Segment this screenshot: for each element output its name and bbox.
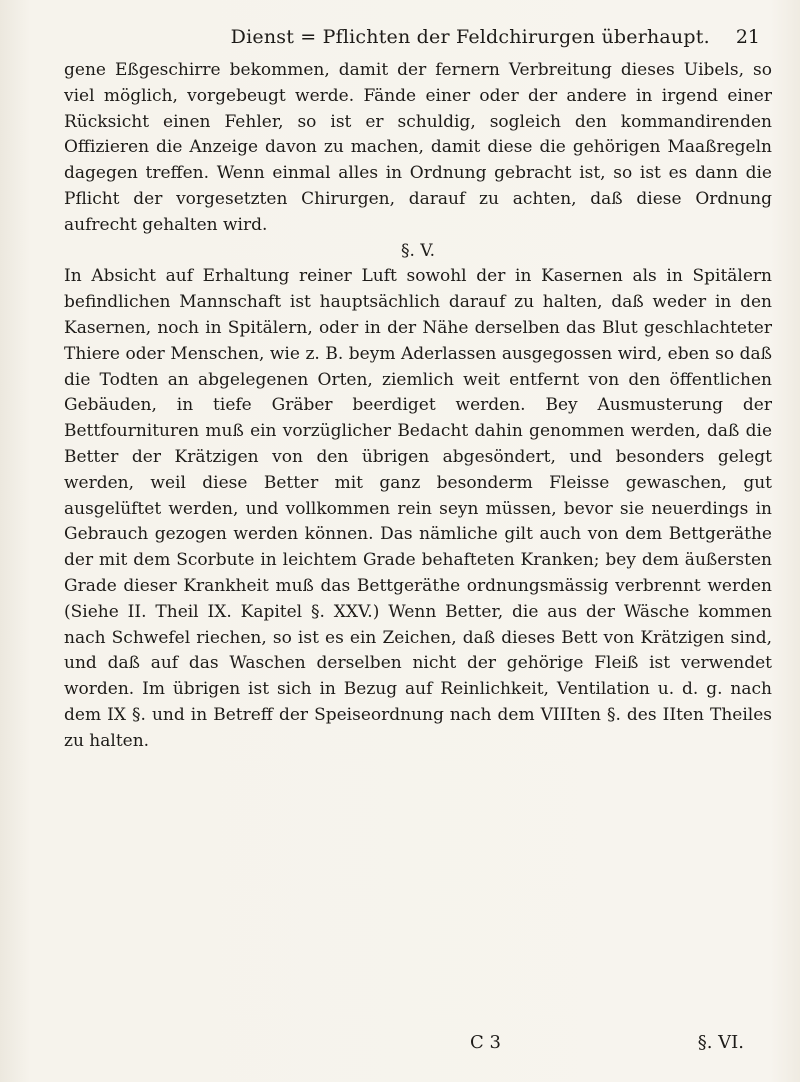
catchword: §. VI. xyxy=(697,1032,744,1053)
page-number: 21 xyxy=(735,26,760,48)
paragraph: In Absicht auf Erhaltung reiner Luft sowohl der in Kasernen als in Spitälern befindlichen Mannschaft ist hauptsächlich darauf zu halten, daß weder in den Kasernen, noch in Spitälern, oder in der Nähe derselben das Blut geschlachteter Thiere oder Menschen, wie z. B. beym Aderlassen ausgegossen wird, eben so daß die Todten an abgelegenen Orten, ziemlich weit entfernt von den öffentlichen Gebäuden, in tiefe Gräber beerdiget werden. Bey Ausmusterung der Bettfournituren muß ein vorzüglicher Bedacht dahin genommen werden, daß die Better der Krätzigen von den übrigen abgesöndert, und besonders gelegt werden, weil diese Better mit ganz besonderm Fleisse gewaschen, gut ausgelüftet werden, und vollkommen rein seyn müssen, bevor sie neuerdings in Gebrauch gezogen werden können. Das nämliche gilt auch von dem Bettgeräthe der mit dem Scorbute in leichtem Grade behafteten Kranken; bey dem äußersten Grade dieser Krankheit muß das Bettgeräthe ordnungsmässig verbrennt werden (Siehe II. Theil IX. Kapitel §. XXV.) Wenn Better, die aus der Wäsche kommen nach Schwefel riechen, so ist es ein Zeichen, daß dieses Bett von Krätzigen sind, und daß auf das Waschen derselben nicht der gehörige Fleiß ist verwendet worden. Im übrigen ist sich in Bezug auf Reinlichkeit, Ventilation u. d. g. nach dem IX §. und in Betreff der Speiseordnung nach dem VIIIten §. des IIten Theiles zu halten. xyxy=(64,266,772,751)
running-header xyxy=(60,12,760,48)
paragraph: gene Eßgeschirre bekommen, damit der fernern Verbreitung dieses Uibels, so viel möglich, vorgebeugt werde. Fände einer oder der andere in irgend einer Rücksicht einen Fehler, so ist er schuldig, sogleich den kommandirenden Offizieren die Anzeige davon zu machen, damit diese die gehörigen Maaßregeln dagegen treffen. Wenn einmal alles in Ordnung gebracht ist, so ist es dann die Pflicht der vorgesetzten Chirurgen, darauf zu achten, daß diese Ordnung aufrecht gehalten wird. xyxy=(64,60,772,235)
body-text xyxy=(64,58,772,755)
running-title: Dienst = Pflichten der Feldchirurgen überhaupt. xyxy=(230,26,710,48)
signature-mark: C 3 xyxy=(470,1032,501,1053)
page-footer xyxy=(64,1032,760,1060)
section-heading: §. V. xyxy=(400,240,436,261)
